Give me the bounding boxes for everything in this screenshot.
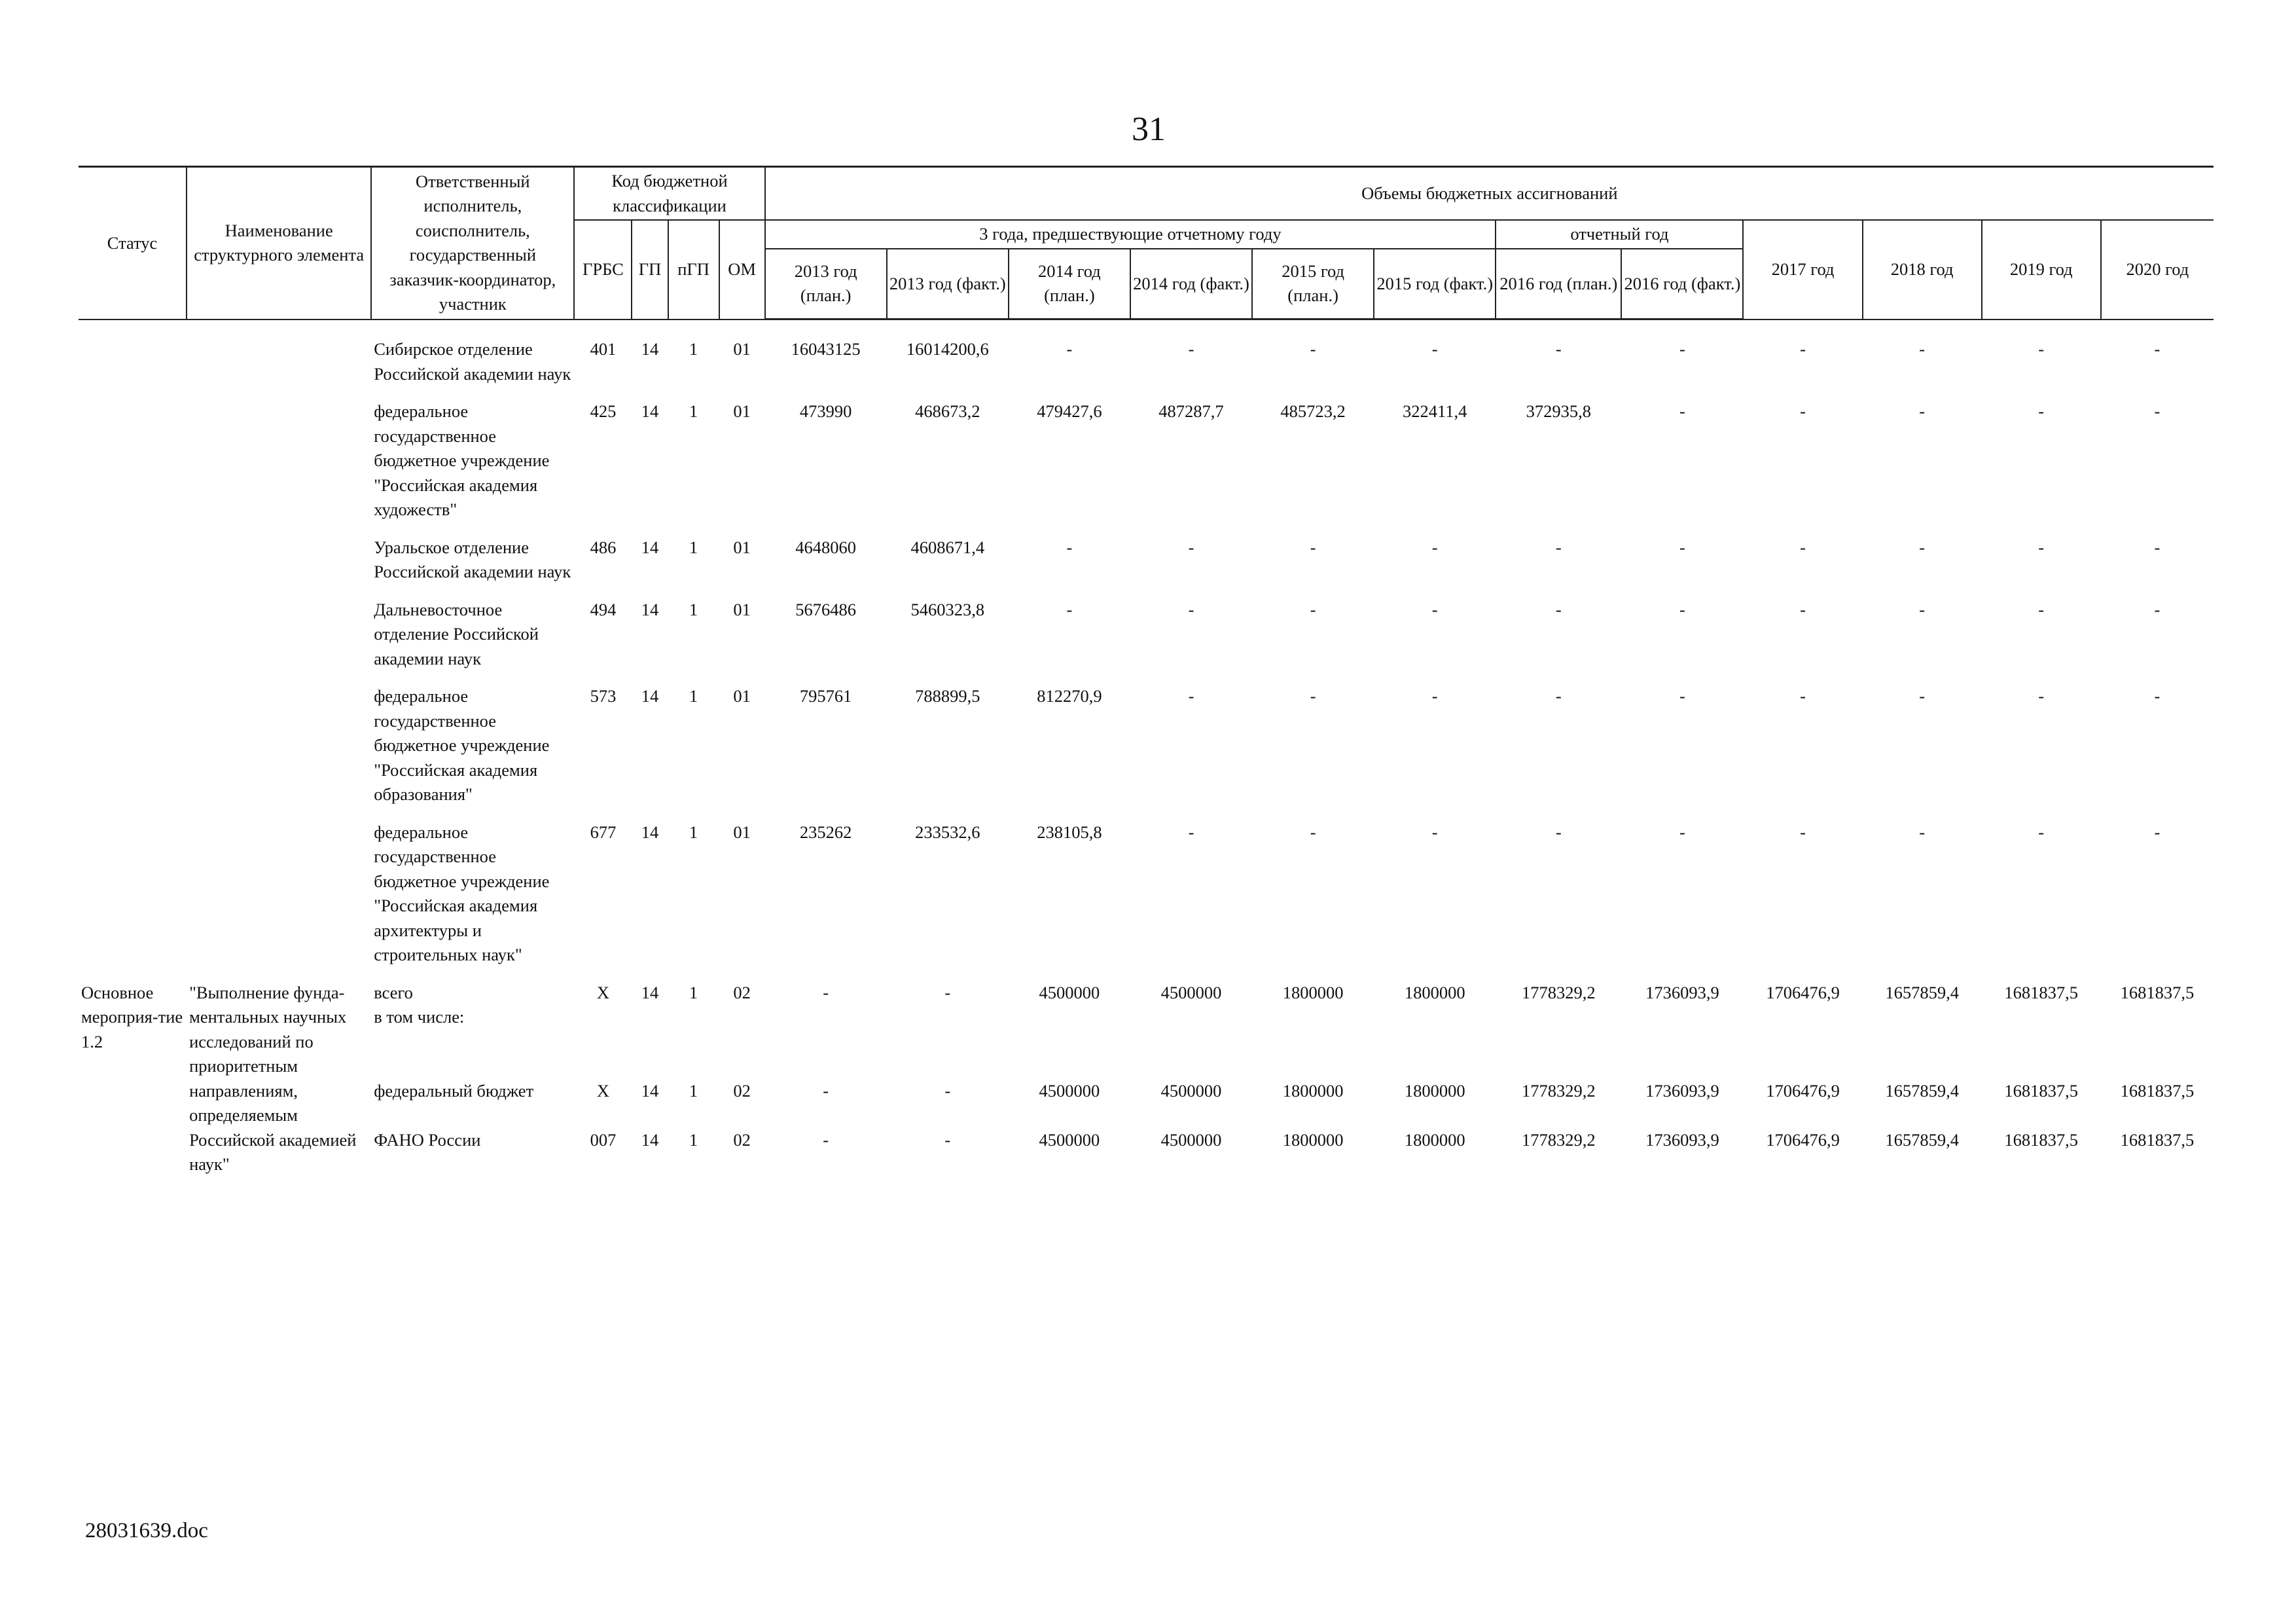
- value-2015-fact: 1800000: [1404, 1080, 1465, 1101]
- table-row: [79, 1079, 2214, 1128]
- value-2019: -: [2038, 537, 2045, 557]
- value-2020: -: [2154, 686, 2161, 706]
- value-2017: -: [1800, 686, 1806, 706]
- value-2015-plan: -: [1310, 537, 1316, 557]
- value-2020: 1681837,5: [2120, 1080, 2195, 1101]
- value-2014-fact: 4500000: [1160, 1080, 1222, 1101]
- status-cell: [79, 598, 187, 685]
- executor-cell: [371, 820, 574, 981]
- value-2016-plan: 1778329,2: [1522, 1080, 1596, 1101]
- pgp-cell: 1: [689, 401, 698, 421]
- om-cell: 02: [733, 1080, 751, 1101]
- pgp-cell: 1: [689, 1129, 698, 1150]
- value-2013-fact: -: [944, 982, 951, 1002]
- header-2017: 2017 год: [1743, 220, 1862, 319]
- value-2016-fact: -: [1679, 401, 1685, 421]
- value-2017: -: [1800, 599, 1806, 619]
- value-2020: -: [2154, 599, 2161, 619]
- value-2014-plan: 812270,9: [1037, 686, 1102, 706]
- executor-note: в том числе:: [374, 1007, 465, 1027]
- header-gp: ГП: [632, 220, 668, 319]
- executor-name: федеральное государственное бюджетное учреждение "Российская академия художеств": [374, 401, 550, 519]
- om-cell: 02: [733, 982, 751, 1002]
- value-2015-fact: -: [1431, 537, 1438, 557]
- value-2015-plan: 1800000: [1282, 982, 1344, 1002]
- executor-cell: [371, 598, 574, 685]
- header-2019: 2019 год: [1982, 220, 2101, 319]
- budget-table: [79, 166, 2214, 1177]
- value-2017: 1706476,9: [1766, 982, 1840, 1002]
- value-2015-fact: -: [1431, 822, 1438, 842]
- value-2017: -: [1800, 822, 1806, 842]
- value-2016-fact: -: [1679, 686, 1685, 706]
- header-2013-fact: 2013 год (факт.): [887, 249, 1009, 319]
- structural-element-cell: [187, 399, 371, 536]
- executor-name: Сибирское отделение Российской академии наук: [374, 339, 571, 384]
- value-2020: -: [2154, 822, 2161, 842]
- header-budget-volumes: Объемы бюджетных ассигнований: [765, 167, 2214, 221]
- header-report-year: отчетный год: [1496, 220, 1743, 249]
- value-2013-fact: -: [944, 1080, 951, 1101]
- value-2019: -: [2038, 686, 2045, 706]
- header-structural-element: Наименование структурного элемента: [187, 167, 371, 319]
- header-pgp: пГП: [668, 220, 719, 319]
- om-cell: 01: [733, 599, 751, 619]
- gp-cell: 14: [641, 599, 659, 619]
- value-2014-plan: -: [1066, 537, 1073, 557]
- grbs-cell: 573: [590, 686, 617, 706]
- value-2020: -: [2154, 537, 2161, 557]
- value-2019: -: [2038, 401, 2045, 421]
- value-2020: -: [2154, 339, 2161, 359]
- gp-cell: 14: [641, 1080, 659, 1101]
- executor-name: Уральское отделение Российской академии наук: [374, 537, 571, 581]
- value-2018: -: [1919, 339, 1926, 359]
- value-2015-fact: -: [1431, 599, 1438, 619]
- value-2016-fact: 1736093,9: [1645, 1129, 1719, 1150]
- value-2016-plan: -: [1555, 537, 1562, 557]
- om-cell: 01: [733, 822, 751, 842]
- value-2015-plan: -: [1310, 822, 1316, 842]
- pgp-cell: 1: [689, 1080, 698, 1101]
- value-2017: -: [1800, 339, 1806, 359]
- grbs-cell: 007: [590, 1129, 617, 1150]
- value-2013-plan: 795761: [799, 686, 852, 706]
- value-2013-fact: 468673,2: [915, 401, 980, 421]
- om-cell: 01: [733, 401, 751, 421]
- gp-cell: 14: [641, 822, 659, 842]
- executor-cell: [371, 337, 574, 399]
- table-row: [79, 536, 2214, 598]
- value-2014-plan: -: [1066, 599, 1073, 619]
- value-2016-fact: -: [1679, 537, 1685, 557]
- value-2018: 1657859,4: [1885, 982, 1959, 1002]
- value-2016-fact: -: [1679, 822, 1685, 842]
- value-2014-plan: 4500000: [1039, 1080, 1100, 1101]
- grbs-cell: Х: [596, 1080, 610, 1101]
- value-2018: -: [1919, 686, 1926, 706]
- table-row: [79, 684, 2214, 820]
- value-2014-plan: -: [1066, 339, 1073, 359]
- header-status: Статус: [79, 167, 187, 319]
- value-2015-fact: 322411,4: [1403, 401, 1467, 421]
- status-cell: [79, 337, 187, 399]
- value-2015-plan: -: [1310, 599, 1316, 619]
- header-om: ОМ: [719, 220, 765, 319]
- value-2018: 1657859,4: [1885, 1080, 1959, 1101]
- value-2019: -: [2038, 822, 2045, 842]
- status-cell: [79, 399, 187, 536]
- value-2019: 1681837,5: [2004, 982, 2079, 1002]
- executor-cell: [371, 1128, 574, 1177]
- value-2014-plan: 479427,6: [1037, 401, 1102, 421]
- executor-name: федеральное государственное бюджетное учреждение "Российская академия архитектуры и строительных наук": [374, 822, 550, 964]
- value-2016-plan: -: [1555, 686, 1562, 706]
- grbs-cell: Х: [596, 982, 610, 1002]
- status-cell: [79, 684, 187, 820]
- value-2013-plan: 235262: [799, 822, 852, 842]
- pgp-cell: 1: [689, 537, 698, 557]
- table-row: [79, 598, 2214, 685]
- gp-cell: 14: [641, 686, 659, 706]
- value-2014-fact: -: [1188, 339, 1194, 359]
- value-2016-plan: 1778329,2: [1522, 1129, 1596, 1150]
- value-2015-fact: -: [1431, 686, 1438, 706]
- value-2013-plan: 4648060: [795, 537, 857, 557]
- value-2020: 1681837,5: [2120, 1129, 2195, 1150]
- header-2014-plan: 2014 год (план.): [1009, 249, 1130, 319]
- gp-cell: 14: [641, 339, 659, 359]
- header-2018: 2018 год: [1863, 220, 1982, 319]
- header-2015-fact: 2015 год (факт.): [1374, 249, 1496, 319]
- grbs-cell: 401: [590, 339, 617, 359]
- gp-cell: 14: [641, 1129, 659, 1150]
- value-2014-plan: 4500000: [1039, 982, 1100, 1002]
- header-2020: 2020 год: [2101, 220, 2214, 319]
- value-2019: 1681837,5: [2004, 1129, 2079, 1150]
- value-2016-plan: 1778329,2: [1522, 982, 1596, 1002]
- value-2015-plan: 485723,2: [1280, 401, 1346, 421]
- structural-element-cell: [187, 598, 371, 685]
- value-2013-fact: 233532,6: [915, 822, 980, 842]
- table-row: [79, 399, 2214, 536]
- value-2017: 1706476,9: [1766, 1080, 1840, 1101]
- value-2018: 1657859,4: [1885, 1129, 1959, 1150]
- value-2015-fact: -: [1431, 339, 1438, 359]
- gp-cell: 14: [641, 537, 659, 557]
- om-cell: 01: [733, 537, 751, 557]
- value-2013-plan: -: [823, 1129, 829, 1150]
- executor-cell: [371, 399, 574, 536]
- value-2018: -: [1919, 537, 1926, 557]
- value-2013-plan: 16043125: [791, 339, 861, 359]
- status-cell: Основное мероприя-тие 1.2: [81, 982, 183, 1051]
- value-2013-plan: -: [823, 1080, 829, 1101]
- header-budget-code: Код бюджетной классификации: [574, 167, 764, 221]
- table-row: [79, 337, 2214, 399]
- value-2013-plan: 473990: [799, 401, 852, 421]
- header-2015-plan: 2015 год (план.): [1252, 249, 1374, 319]
- executor-cell: [371, 1079, 574, 1128]
- value-2015-plan: -: [1310, 686, 1316, 706]
- header-executor: Ответственный исполнитель, соисполнитель, государственный заказчик-координатор, участник: [371, 167, 574, 319]
- status-cell: [79, 820, 187, 981]
- value-2014-fact: 4500000: [1160, 982, 1222, 1002]
- table-row: [79, 820, 2214, 981]
- structural-element-cell: [187, 337, 371, 399]
- value-2019: -: [2038, 599, 2045, 619]
- value-2013-plan: -: [823, 982, 829, 1002]
- pgp-cell: 1: [689, 686, 698, 706]
- table-row: [79, 981, 2214, 1079]
- value-2017: -: [1800, 401, 1806, 421]
- value-2015-plan: -: [1310, 339, 1316, 359]
- grbs-cell: 494: [590, 599, 617, 619]
- value-2013-plan: 5676486: [795, 599, 857, 619]
- value-2016-plan: -: [1555, 599, 1562, 619]
- document-filename: 28031639.doc: [85, 1519, 208, 1542]
- value-2014-plan: 4500000: [1039, 1129, 1100, 1150]
- gp-cell: 14: [641, 982, 659, 1002]
- structural-element-cell: "Выполнение фунда-ментальных научных исследований по приоритетным направлениям, определяемым Российской академией наук": [189, 982, 357, 1174]
- pgp-cell: 1: [689, 822, 698, 842]
- value-2019: -: [2038, 339, 2045, 359]
- value-2016-plan: 372935,8: [1526, 401, 1591, 421]
- value-2016-fact: -: [1679, 339, 1685, 359]
- executor-cell: [371, 981, 574, 1079]
- om-cell: 01: [733, 339, 751, 359]
- executor-name: федеральное государственное бюджетное учреждение "Российская академия образования": [374, 686, 550, 804]
- executor-name: ФАНО России: [374, 1129, 481, 1150]
- header-prev-years: 3 года, предшествующие отчетному году: [765, 220, 1496, 249]
- value-2018: -: [1919, 599, 1926, 619]
- header-grbs: ГРБС: [574, 220, 632, 319]
- structural-element-cell: [187, 820, 371, 981]
- value-2014-fact: 487287,7: [1158, 401, 1224, 421]
- value-2014-fact: 4500000: [1160, 1129, 1222, 1150]
- grbs-cell: 486: [590, 537, 617, 557]
- executor-cell: [371, 684, 574, 820]
- value-2018: -: [1919, 822, 1926, 842]
- gp-cell: 14: [641, 401, 659, 421]
- table-header: [79, 167, 2214, 319]
- executor-cell: [371, 536, 574, 598]
- value-2016-plan: -: [1555, 339, 1562, 359]
- value-2017: -: [1800, 537, 1806, 557]
- value-2016-fact: 1736093,9: [1645, 1080, 1719, 1101]
- value-2013-fact: 788899,5: [915, 686, 980, 706]
- om-cell: 02: [733, 1129, 751, 1150]
- structural-element-cell: [187, 536, 371, 598]
- value-2015-plan: 1800000: [1282, 1129, 1344, 1150]
- value-2016-plan: -: [1555, 822, 1562, 842]
- pgp-cell: 1: [689, 982, 698, 1002]
- value-2015-fact: 1800000: [1404, 1129, 1465, 1150]
- value-2020: 1681837,5: [2120, 982, 2195, 1002]
- value-2020: -: [2154, 401, 2161, 421]
- value-2013-fact: 4608671,4: [910, 537, 985, 557]
- value-2014-fact: -: [1188, 599, 1194, 619]
- value-2015-plan: 1800000: [1282, 1080, 1344, 1101]
- value-2014-fact: -: [1188, 686, 1194, 706]
- value-2016-fact: -: [1679, 599, 1685, 619]
- value-2013-fact: 16014200,6: [906, 339, 989, 359]
- grbs-cell: 425: [590, 401, 617, 421]
- value-2014-fact: -: [1188, 537, 1194, 557]
- value-2019: 1681837,5: [2004, 1080, 2079, 1101]
- header-2013-plan: 2013 год (план.): [765, 249, 887, 319]
- executor-name: всего: [374, 982, 413, 1002]
- header-2016-fact: 2016 год (факт.): [1621, 249, 1743, 319]
- value-2018: -: [1919, 401, 1926, 421]
- table-body: [79, 319, 2214, 1177]
- value-2014-fact: -: [1188, 822, 1194, 842]
- header-2014-fact: 2014 год (факт.): [1130, 249, 1252, 319]
- value-2015-fact: 1800000: [1404, 982, 1465, 1002]
- pgp-cell: 1: [689, 339, 698, 359]
- value-2014-plan: 238105,8: [1037, 822, 1102, 842]
- header-2016-plan: 2016 год (план.): [1496, 249, 1621, 319]
- grbs-cell: 677: [590, 822, 617, 842]
- om-cell: 01: [733, 686, 751, 706]
- value-2016-fact: 1736093,9: [1645, 982, 1719, 1002]
- table-row: [79, 1128, 2214, 1177]
- value-2017: 1706476,9: [1766, 1129, 1840, 1150]
- executor-name: Дальневосточное отделение Российской академии наук: [374, 599, 539, 668]
- pgp-cell: 1: [689, 599, 698, 619]
- page-number: 31: [1132, 111, 1166, 148]
- value-2013-fact: 5460323,8: [910, 599, 985, 619]
- executor-name: федеральный бюджет: [374, 1080, 534, 1101]
- structural-element-cell: [187, 684, 371, 820]
- status-cell: [79, 536, 187, 598]
- value-2013-fact: -: [944, 1129, 951, 1150]
